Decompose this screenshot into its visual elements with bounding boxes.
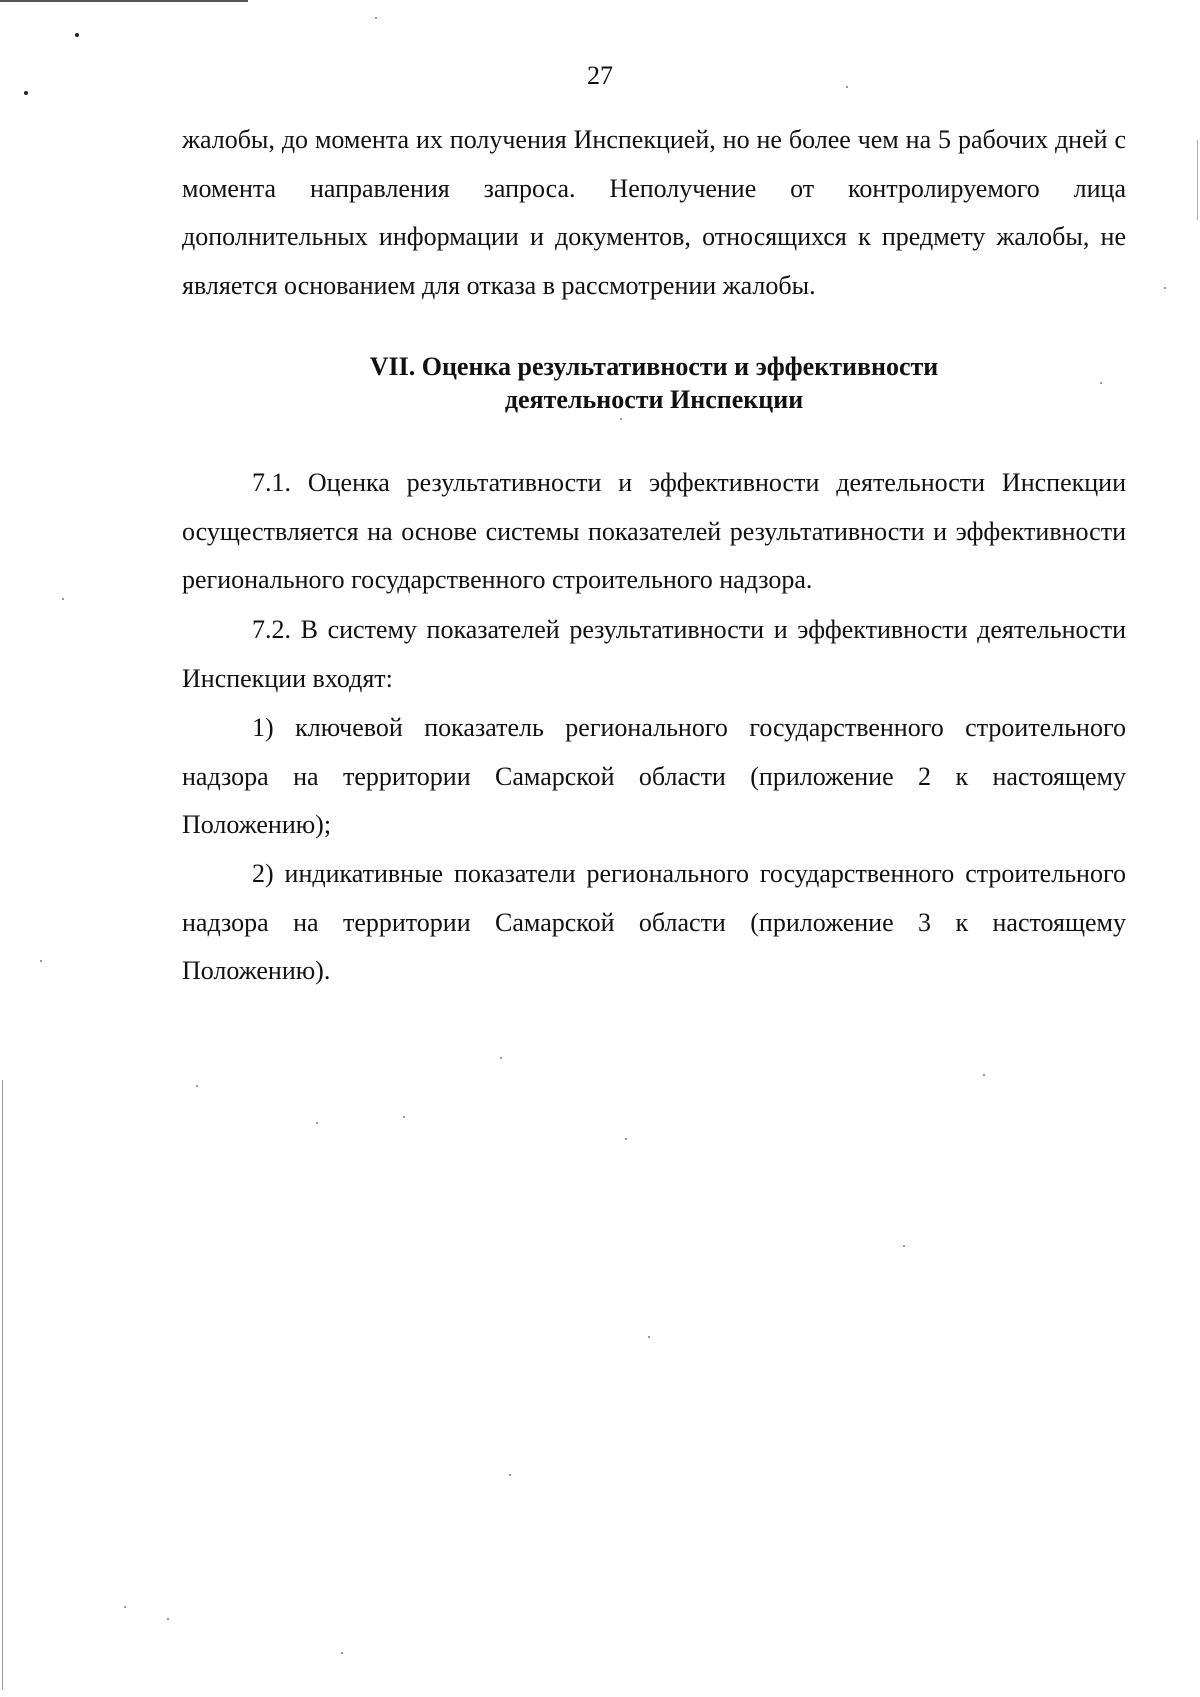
scan-dust bbox=[1164, 287, 1166, 289]
scan-speck bbox=[75, 33, 79, 37]
section-heading bbox=[182, 350, 1126, 416]
scan-dust bbox=[509, 1474, 511, 1476]
page-number: 27 bbox=[587, 61, 613, 90]
scan-dust bbox=[375, 17, 377, 19]
scan-border-artifact bbox=[2, 1080, 3, 1690]
scan-dust bbox=[316, 1122, 318, 1124]
scan-dust bbox=[403, 1116, 405, 1118]
scan-dust bbox=[983, 1074, 985, 1076]
paragraph-7-1: 7.1. Оценка результативности и эффективности деятельности Инспекции осуществляется на основе системы показателей результативности и эффективности регионального государственного строительного надзора. bbox=[182, 468, 1126, 594]
list-item-1: 1) ключевой показатель регионального государственного строительного надзора на территории Самарской области (приложение 2 к настоящему Положению); bbox=[182, 713, 1126, 839]
scan-dust bbox=[40, 960, 42, 962]
scan-border-artifact bbox=[0, 0, 248, 2]
section-heading-line-1: VII. Оценка результативности и эффективности bbox=[369, 352, 939, 381]
scan-speck bbox=[24, 91, 28, 95]
list-item-2: 2) индикативные показатели регионального государственного строительного надзора на территории Самарской области (приложение 3 к настоящему Положению). bbox=[182, 859, 1126, 985]
scan-dust bbox=[625, 1138, 627, 1140]
scan-dust bbox=[167, 1618, 169, 1620]
scan-dust bbox=[196, 1085, 198, 1087]
scan-dust bbox=[500, 1057, 502, 1059]
scan-border-artifact bbox=[1197, 140, 1198, 220]
scan-dust bbox=[62, 598, 64, 600]
scan-dust bbox=[341, 1652, 343, 1654]
scan-dust bbox=[620, 418, 622, 420]
continuation-paragraph: жалобы, до момента их получения Инспекцией, но не более чем на 5 рабочих дней с момента направления запроса. Неполучение от контролируемого лица дополнительных информации и документов, относящихся к предмету жалобы, не является основанием для отказа в рассмотрении жалобы. bbox=[182, 125, 1126, 300]
paragraph-7-2: 7.2. В систему показателей результативности и эффективности деятельности Инспекции входят: bbox=[182, 615, 1126, 693]
scan-dust bbox=[648, 1336, 650, 1338]
section-heading-line-2: деятельности Инспекции bbox=[504, 385, 804, 414]
scan-dust bbox=[124, 1606, 126, 1608]
scan-dust bbox=[903, 1245, 905, 1247]
scan-dust bbox=[846, 86, 848, 88]
